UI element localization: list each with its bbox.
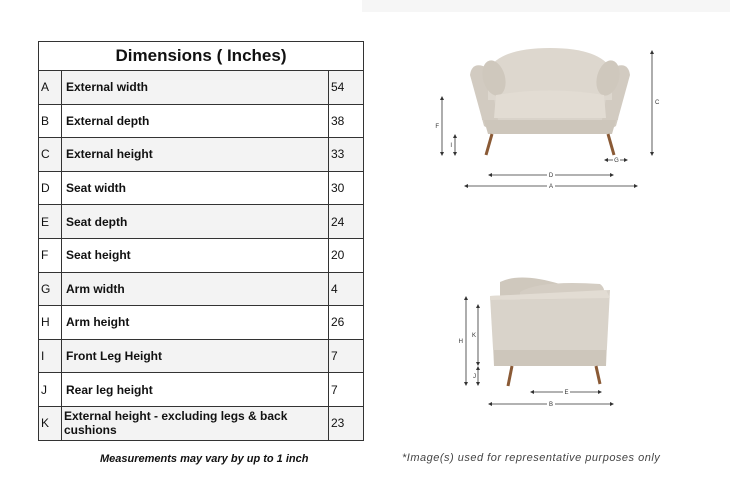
row-value: 7 [329, 373, 364, 407]
label-f: F [435, 124, 439, 130]
row-value: 4 [329, 272, 364, 306]
label-i: I [450, 143, 452, 149]
row-label: External height - excluding legs & back cushions [62, 406, 329, 440]
row-code: C [39, 138, 62, 172]
label-d: D [548, 173, 554, 179]
front-view-sofa [470, 48, 630, 155]
row-code: B [39, 104, 62, 138]
row-label: Seat depth [62, 205, 329, 239]
row-code: A [39, 71, 62, 105]
measurement-note: Measurements may vary by up to 1 inch [100, 453, 309, 465]
row-label: Arm width [62, 272, 329, 306]
label-j: J [473, 374, 476, 380]
row-code: F [39, 238, 62, 272]
row-code: E [39, 205, 62, 239]
side-view-sofa [490, 277, 610, 386]
row-code: I [39, 339, 62, 373]
row-code: G [39, 272, 62, 306]
row-value: 54 [329, 71, 364, 105]
row-label: Seat width [62, 171, 329, 205]
label-e: E [564, 390, 569, 396]
label-c: C [655, 100, 660, 106]
row-value: 24 [329, 205, 364, 239]
row-label: Front Leg Height [62, 339, 329, 373]
row-value: 23 [329, 406, 364, 440]
row-code: J [39, 373, 62, 407]
row-label: Arm height [62, 306, 329, 340]
row-value: 26 [329, 306, 364, 340]
label-k: K [471, 333, 476, 339]
row-label: External depth [62, 104, 329, 138]
label-g: G [614, 158, 619, 164]
table-title: Dimensions ( Inches) [39, 42, 364, 71]
row-value: 20 [329, 238, 364, 272]
label-b: B [548, 402, 554, 408]
row-code: D [39, 171, 62, 205]
label-a: A [548, 184, 554, 190]
image-disclaimer: *Image(s) used for representative purposes only [402, 452, 661, 464]
row-value: 38 [329, 104, 364, 138]
row-value: 30 [329, 171, 364, 205]
row-label: External width [62, 71, 329, 105]
row-label: Seat height [62, 238, 329, 272]
row-value: 33 [329, 138, 364, 172]
row-label: External height [62, 138, 329, 172]
label-h: H [458, 339, 463, 345]
row-label: Rear leg height [62, 373, 329, 407]
row-code: K [39, 406, 62, 440]
row-code: H [39, 306, 62, 340]
row-value: 7 [329, 339, 364, 373]
